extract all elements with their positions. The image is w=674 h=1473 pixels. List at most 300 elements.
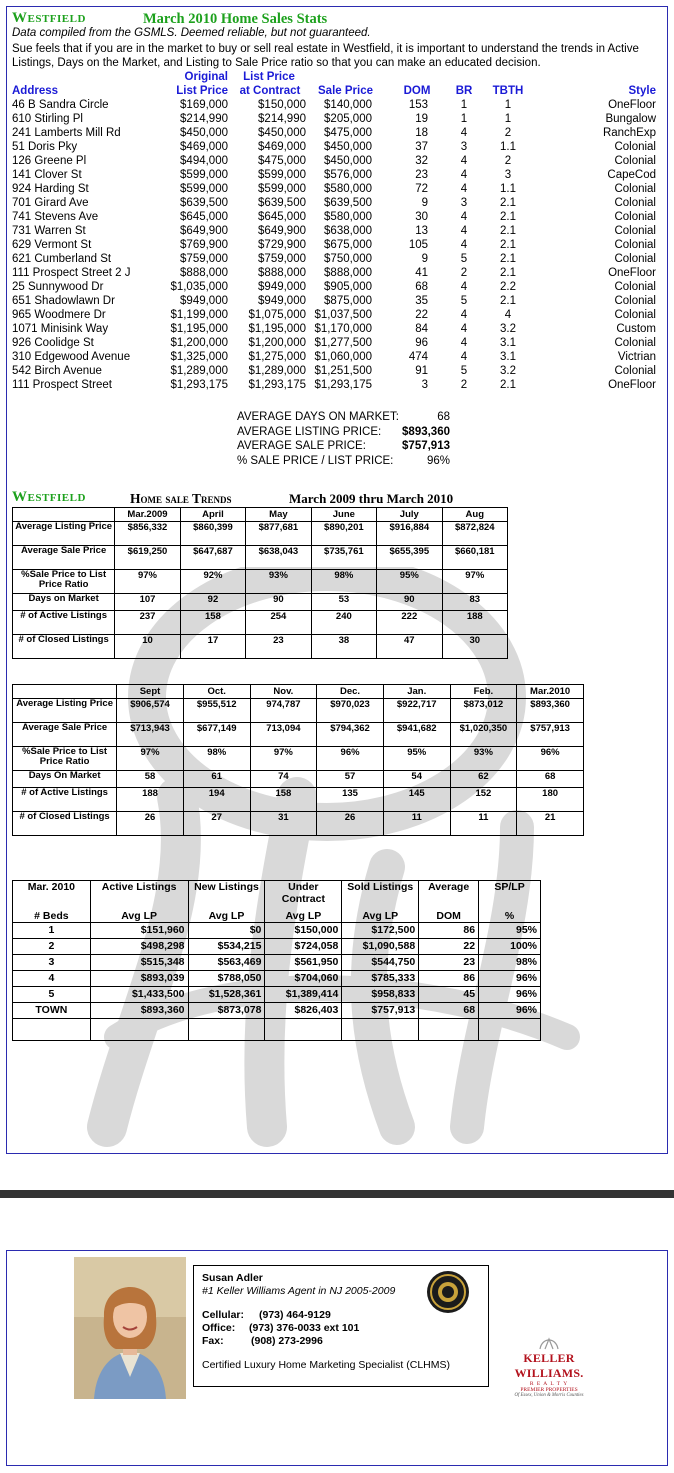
beds-cell: $826,403: [265, 1002, 342, 1018]
beds-cell: 3: [13, 954, 91, 970]
cell-tbth: 2.1: [500, 253, 516, 265]
kw-brand: KELLER WILLIAMS.: [514, 1351, 584, 1380]
cell-sale-price: $576,000: [324, 169, 372, 181]
cell-dom: 3: [421, 379, 428, 391]
trend-row: [13, 570, 508, 594]
trend-value: 713,094: [250, 723, 317, 747]
cell-style: RanchExp: [602, 127, 656, 139]
listing-row: [12, 183, 662, 197]
trend-value: $893,360: [517, 699, 584, 723]
cell-br: 5: [460, 295, 468, 307]
beds-cell: $0: [188, 922, 265, 938]
trend-row: [13, 788, 584, 812]
cell-list-price: $1,195,000: [170, 323, 228, 335]
trend-value: 54: [383, 771, 450, 788]
trend-value: 97%: [117, 747, 184, 771]
trend-month: Sept: [117, 685, 184, 699]
beds-cell: $534,215: [188, 938, 265, 954]
cell-at-contract: $1,075,000: [248, 309, 306, 321]
cell-style: Colonial: [614, 225, 656, 237]
cell-list-price: $1,325,000: [170, 351, 228, 363]
cell-address: 741 Stevens Ave: [12, 211, 99, 223]
cell-dom: 23: [415, 169, 428, 181]
trend-value: 98%: [311, 570, 376, 594]
cell-tbth: 3.2: [500, 365, 516, 377]
trend-value: 30: [442, 635, 507, 659]
cell-address: 141 Clover St: [12, 169, 82, 181]
cell-style: Colonial: [614, 281, 656, 293]
cell-address: 310 Edgewood Avenue: [12, 351, 131, 363]
cell-at-contract: $1,289,000: [248, 365, 306, 377]
beds-cell: 23: [419, 954, 479, 970]
cell-style: Victrian: [617, 351, 656, 363]
cell-at-contract: $1,275,000: [248, 351, 306, 363]
trend-value: $922,717: [383, 699, 450, 723]
cell-style: Colonial: [614, 295, 656, 307]
trend-value: $619,250: [115, 546, 180, 570]
beds-subheader: DOM: [419, 905, 479, 922]
header-at-contract: at Contract: [239, 85, 301, 97]
cell-tbth: 1: [504, 113, 512, 125]
cell-sale-price: $1,060,000: [314, 351, 372, 363]
cell-dom: 35: [415, 295, 428, 307]
listing-header-top: [12, 71, 662, 85]
beds-cell: 96%: [479, 986, 541, 1002]
trend-month: Jan.: [383, 685, 450, 699]
beds-header: New Listings: [188, 881, 265, 906]
trend-row-label: # of Active Listings: [13, 611, 115, 635]
trend-value: 11: [383, 812, 450, 836]
trend-value: $638,043: [246, 546, 311, 570]
cell-sale-price: $888,000: [324, 267, 372, 279]
cell-sale-price: $1,293,175: [314, 379, 372, 391]
cell-tbth: 2: [504, 155, 512, 167]
cell-list-price: $169,000: [180, 99, 228, 111]
beds-empty-cell: [13, 1018, 91, 1040]
beds-row: [13, 954, 541, 970]
trend-value: 222: [377, 611, 442, 635]
beds-subheader: Avg LP: [188, 905, 265, 922]
cell-tbth: 2.2: [500, 281, 516, 293]
beds-cell: 4: [13, 970, 91, 986]
beds-cell: $172,500: [342, 922, 419, 938]
cell-list-price: $639,500: [180, 197, 228, 209]
listing-row: [12, 141, 662, 155]
cell-at-contract: $1,195,000: [248, 323, 306, 335]
cell-list-price: $469,000: [180, 141, 228, 153]
beds-empty-cell: [188, 1018, 265, 1040]
cell-dom: 22: [415, 309, 428, 321]
trend-value: $735,761: [311, 546, 376, 570]
cell-style: Colonial: [614, 141, 656, 153]
header-list-price: List Price: [176, 85, 228, 97]
beds-cell: 96%: [479, 970, 541, 986]
office-number[interactable]: (973) 376-0033 ext 101: [249, 1322, 360, 1334]
beds-subheader: Avg LP: [342, 905, 419, 922]
cell-tbth: 2.1: [500, 295, 516, 307]
beds-row: [13, 970, 541, 986]
trend-table-2010: [12, 684, 584, 836]
cell-at-contract: $729,900: [258, 239, 306, 251]
cell-sale-price: $205,000: [324, 113, 372, 125]
trend-row-label: # of Closed Listings: [13, 812, 117, 836]
beds-header: Under Contract: [265, 881, 342, 906]
trend-value: $757,913: [517, 723, 584, 747]
beds-empty-cell: [479, 1018, 541, 1040]
trend-row-label: Days on Market: [13, 594, 115, 611]
kw-realty: R E A L T Y: [529, 1381, 569, 1387]
trend-value: 21: [517, 812, 584, 836]
cell-dom: 9: [421, 197, 428, 209]
average-label: AVERAGE DAYS ON MARKET:: [237, 411, 399, 423]
trend-value: 53: [311, 594, 376, 611]
header-tbth: TBTH: [492, 85, 524, 97]
beds-subheader: Avg LP: [265, 905, 342, 922]
trend-row-label: Average Listing Price: [13, 699, 117, 723]
cell-dom: 19: [415, 113, 428, 125]
trend-row: [13, 812, 584, 836]
listing-row: [12, 211, 662, 225]
trend-month: Aug: [442, 508, 507, 522]
cell-style: Colonial: [614, 239, 656, 251]
cell-list-price: $645,000: [180, 211, 228, 223]
cell-br: 4: [460, 183, 468, 195]
cell-tbth: 3.1: [500, 351, 516, 363]
trend-value: $860,399: [180, 522, 245, 546]
beds-row: [13, 938, 541, 954]
listing-row: [12, 155, 662, 169]
agent-tagline: #1 Keller Williams Agent in NJ 2005-2009: [202, 1285, 396, 1297]
trend-value: 93%: [246, 570, 311, 594]
cell-br: 4: [460, 155, 468, 167]
listing-row: [12, 169, 662, 183]
cell-style: Colonial: [614, 183, 656, 195]
cell-at-contract: $888,000: [258, 267, 306, 279]
cell-address: 610 Stirling Pl: [12, 113, 83, 125]
trend-value: 10: [115, 635, 180, 659]
cell-list-price: $769,900: [180, 239, 228, 251]
beds-cell: $958,833: [342, 986, 419, 1002]
beds-subheader: Avg LP: [90, 905, 188, 922]
cell-list-price: $494,000: [180, 155, 228, 167]
beds-row: [13, 986, 541, 1002]
beds-subheader: # Beds: [13, 905, 91, 922]
trend-corner: [13, 508, 115, 522]
trend-value: 158: [180, 611, 245, 635]
listing-row: [12, 253, 662, 267]
trend-value: 188: [442, 611, 507, 635]
trend-value: $873,012: [450, 699, 517, 723]
trend-value: $655,395: [377, 546, 442, 570]
cell-br: 4: [460, 337, 468, 349]
average-label: AVERAGE SALE PRICE:: [237, 440, 366, 452]
listing-row: [12, 351, 662, 365]
cell-dom: 84: [415, 323, 428, 335]
cell-dom: 91: [415, 365, 428, 377]
cell-tbth: 3.1: [500, 337, 516, 349]
listing-row: [12, 323, 662, 337]
beds-cell: $724,058: [265, 938, 342, 954]
trend-value: 58: [117, 771, 184, 788]
intro-paragraph: Sue feels that if you are in the market to buy or sell real estate in Westfield, it is important to understand the trends in Active Listings, Days on the Market, and Listing to Sale Price ratio so that you can make an educated decision.: [12, 43, 639, 69]
certification: Certified Luxury Home Marketing Specialist (CLHMS): [202, 1359, 450, 1371]
trend-row-label: Average Sale Price: [13, 723, 117, 747]
beds-subheader-row: [13, 905, 541, 922]
cell-list-price: $599,000: [180, 169, 228, 181]
beds-header: Mar. 2010: [13, 881, 91, 906]
average-value: $757,913: [402, 440, 450, 452]
beds-cell: 98%: [479, 954, 541, 970]
trend-value: 90: [246, 594, 311, 611]
agent-info-box: [193, 1265, 489, 1387]
trend-value: 83: [442, 594, 507, 611]
cell-style: Colonial: [614, 211, 656, 223]
trend-value: 97%: [442, 570, 507, 594]
header-list-price-top: List Price: [243, 71, 295, 83]
cell-address: 126 Greene Pl: [12, 155, 87, 167]
cell-tbth: 2.1: [500, 225, 516, 237]
beds-cell: $498,298: [90, 938, 188, 954]
beds-cell: $893,039: [90, 970, 188, 986]
beds-row: [13, 1002, 541, 1018]
cell-style: OneFloor: [608, 267, 656, 279]
cell-br: 2: [460, 267, 468, 279]
cell-dom: 68: [415, 281, 428, 293]
cell-tbth: 3: [504, 169, 512, 181]
beds-cell: $1,389,414: [265, 986, 342, 1002]
beds-empty-cell: [342, 1018, 419, 1040]
trend-value: 180: [517, 788, 584, 812]
trend-header-row: [13, 508, 508, 522]
trend-month: Oct.: [183, 685, 250, 699]
average-line: [237, 440, 452, 454]
beds-cell: $785,333: [342, 970, 419, 986]
data-source-note: Data compiled from the GSMLS. Deemed reliable, but not guaranteed.: [12, 27, 371, 39]
trend-row: [13, 699, 584, 723]
cell-sale-price: $905,000: [324, 281, 372, 293]
cell-dom: 41: [415, 267, 428, 279]
cell-tbth: 2.1: [500, 267, 516, 279]
cell-at-contract: $599,000: [258, 183, 306, 195]
beds-cell: 95%: [479, 922, 541, 938]
trend-value: $890,201: [311, 522, 376, 546]
trend-value: 62: [450, 771, 517, 788]
beds-cell: $757,913: [342, 1002, 419, 1018]
trend-value: 11: [450, 812, 517, 836]
trend-header-row: [13, 685, 584, 699]
cell-tbth: 1: [504, 99, 512, 111]
cell-address: 25 Sunnywood Dr: [12, 281, 104, 293]
trend-value: 68: [517, 771, 584, 788]
beds-cell: $544,750: [342, 954, 419, 970]
cell-br: 4: [460, 127, 468, 139]
office-label: Office:: [202, 1322, 236, 1334]
trend-row: [13, 771, 584, 788]
listing-row: [12, 309, 662, 323]
cell-dom: 96: [415, 337, 428, 349]
cell-list-price: $888,000: [180, 267, 228, 279]
trend-value: $941,682: [383, 723, 450, 747]
trend-value: $970,023: [317, 699, 384, 723]
listing-row: [12, 267, 662, 281]
cell-br: 4: [460, 239, 468, 251]
listing-row: [12, 365, 662, 379]
beds-header: Active Listings: [90, 881, 188, 906]
trend-value: $1,020,350: [450, 723, 517, 747]
average-label: AVERAGE LISTING PRICE:: [237, 425, 382, 438]
cell-list-price: $1,035,000: [170, 281, 228, 293]
trend-row-label: # of Closed Listings: [13, 635, 115, 659]
cell-address: 51 Doris Pky: [12, 141, 78, 153]
beds-empty-row: [13, 1018, 541, 1040]
beds-cell: 86: [419, 970, 479, 986]
average-value: 96%: [426, 454, 450, 467]
beds-cell: TOWN: [13, 1002, 91, 1018]
cell-dom: 37: [415, 141, 428, 153]
trend-month: May: [246, 508, 311, 522]
cell-list-price: $1,289,000: [170, 365, 228, 377]
cell-sale-price: $475,000: [324, 127, 372, 139]
trend-value: 254: [246, 611, 311, 635]
trend-row-label: %Sale Price to List Price Ratio: [13, 570, 115, 594]
cell-br: 4: [460, 211, 468, 223]
kw-premier: PREMIER PROPERTIES: [520, 1387, 578, 1393]
cell-br: 3: [460, 141, 468, 153]
cell-sale-price: $1,251,500: [314, 365, 372, 377]
trend-row-label: Average Listing Price: [13, 522, 115, 546]
beds-cell: 86: [419, 922, 479, 938]
cell-at-contract: $949,000: [258, 295, 306, 307]
kw-counties: Of Essex, Union & Morris Counties: [514, 1393, 584, 1398]
cell-tbth: 1.1: [500, 183, 516, 195]
trend-value: 96%: [317, 747, 384, 771]
trend-value: 145: [383, 788, 450, 812]
cell-sale-price: $638,000: [324, 225, 372, 237]
cell-dom: 18: [415, 127, 428, 139]
cell-tbth: 2.1: [500, 239, 516, 251]
trend-month: Mar.2010: [517, 685, 584, 699]
trend-row: [13, 546, 508, 570]
trend-value: 27: [183, 812, 250, 836]
trend-value: 98%: [183, 747, 250, 771]
trend-value: 26: [117, 812, 184, 836]
cell-address: 701 Girard Ave: [12, 197, 89, 209]
header-address: Address: [12, 85, 59, 97]
header-dom: DOM: [403, 85, 431, 97]
average-value: 68: [437, 411, 450, 423]
trend-value: $872,824: [442, 522, 507, 546]
trend-value: 158: [250, 788, 317, 812]
kw-crest-icon: [534, 1333, 564, 1351]
cell-address: 651 Shadowlawn Dr: [12, 295, 115, 307]
brand-westfield: Westfield: [12, 10, 86, 26]
beds-cell: 68: [419, 1002, 479, 1018]
beds-cell: $561,950: [265, 954, 342, 970]
beds-cell: $1,528,361: [188, 986, 265, 1002]
header-sale-price: Sale Price: [318, 85, 373, 97]
cell-style: Colonial: [614, 365, 656, 377]
trend-table-2009: [12, 507, 508, 659]
trend-value: 240: [311, 611, 376, 635]
listing-row: [12, 127, 662, 141]
listing-row: [12, 337, 662, 351]
cell-address: 965 Woodmere Dr: [12, 309, 106, 321]
beds-cell: $150,000: [265, 922, 342, 938]
trend-value: 23: [246, 635, 311, 659]
beds-cell: 1: [13, 922, 91, 938]
trend-month: Mar.2009: [115, 508, 180, 522]
trend-value: 74: [250, 771, 317, 788]
stats-sheet: [6, 6, 668, 1154]
trend-month: Feb.: [450, 685, 517, 699]
average-value: $893,360: [402, 425, 450, 438]
beds-empty-cell: [90, 1018, 188, 1040]
cell-dom: 153: [408, 99, 428, 111]
trend-value: 47: [377, 635, 442, 659]
beds-cell: 2: [13, 938, 91, 954]
cell-style: Colonial: [614, 309, 656, 321]
cell-sale-price: $750,000: [324, 253, 372, 265]
cell-style: CapeCod: [607, 169, 656, 181]
listing-row: [12, 295, 662, 309]
trend-corner: [13, 685, 117, 699]
listing-row: [12, 113, 662, 127]
cell-list-price: $1,293,175: [170, 379, 228, 391]
trend-value: 107: [115, 594, 180, 611]
trend-value: 31: [250, 812, 317, 836]
trend-value: 152: [450, 788, 517, 812]
beds-cell: 45: [419, 986, 479, 1002]
cell-at-contract: $645,000: [258, 211, 306, 223]
listing-row: [12, 239, 662, 253]
trend-value: 188: [117, 788, 184, 812]
cell-number[interactable]: (973) 464-9129: [259, 1309, 331, 1321]
beds-cell: $893,360: [90, 1002, 188, 1018]
cell-at-contract: $1,200,000: [248, 337, 306, 349]
trend-month: Dec.: [317, 685, 384, 699]
cell-dom: 13: [415, 225, 428, 237]
cell-style: OneFloor: [608, 379, 656, 391]
listing-row: [12, 379, 662, 393]
beds-header: SP/LP: [479, 881, 541, 906]
trend-row-label: %Sale Price to List Price Ratio: [13, 747, 117, 771]
trend-value: 95%: [377, 570, 442, 594]
trend-month: Nov.: [250, 685, 317, 699]
cell-sale-price: $450,000: [324, 155, 372, 167]
cell-address: 621 Cumberland St: [12, 253, 112, 265]
cell-br: 4: [460, 351, 468, 363]
cell-style: Custom: [616, 323, 656, 335]
cell-dom: 105: [408, 239, 428, 251]
cell-at-contract: $150,000: [258, 99, 306, 111]
cell-tbth: 2.1: [500, 211, 516, 223]
trend-value: 92%: [180, 570, 245, 594]
trend-value: 97%: [115, 570, 180, 594]
cell-dom: 72: [415, 183, 428, 195]
cell-sale-price: $450,000: [324, 141, 372, 153]
trends-title: Home sale Trends: [130, 491, 232, 506]
fax-label: Fax:: [202, 1335, 224, 1347]
cell-sale-price: $1,277,500: [314, 337, 372, 349]
cell-address: 111 Prospect Street: [12, 379, 112, 391]
average-label: % SALE PRICE / LIST PRICE:: [237, 454, 394, 467]
agent-name: Susan Adler: [202, 1272, 263, 1284]
beds-header: Average: [419, 881, 479, 906]
cell-list-price: $450,000: [180, 127, 228, 139]
cell-sale-price: $1,037,500: [314, 309, 372, 321]
cell-sale-price: $639,500: [324, 197, 372, 209]
cell-br: 5: [460, 253, 468, 265]
